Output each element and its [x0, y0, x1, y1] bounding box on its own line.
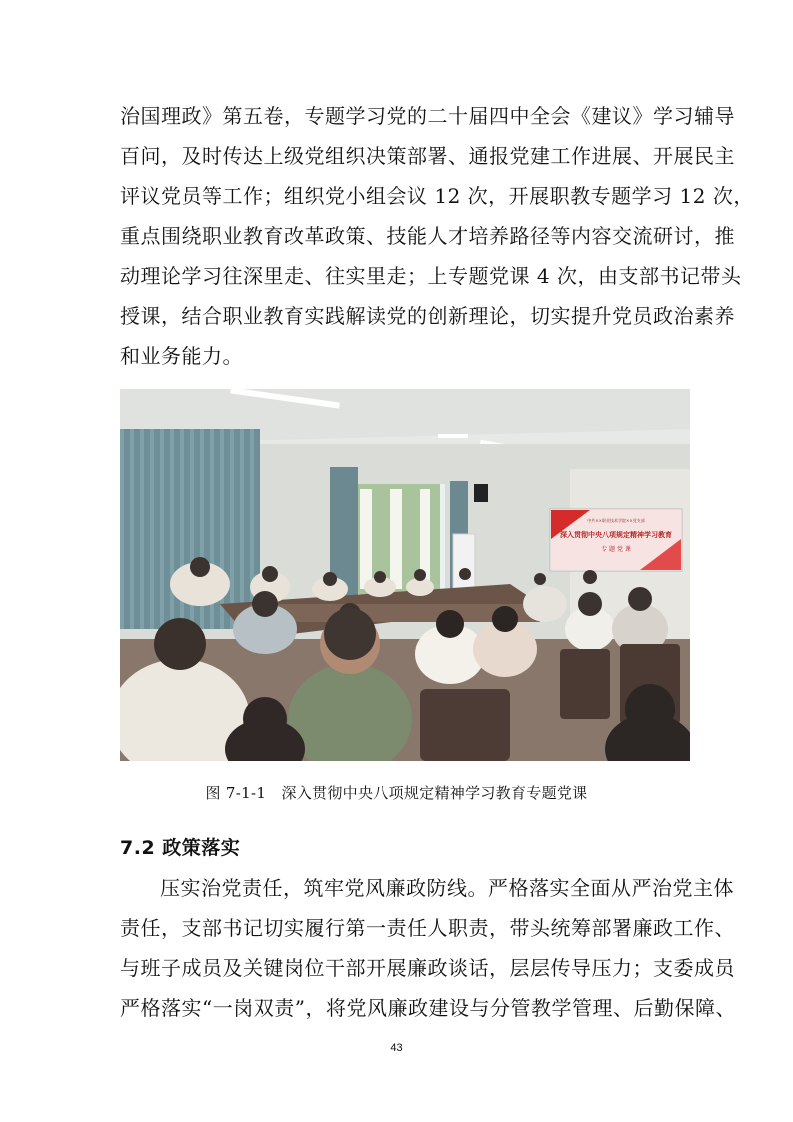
- intro-line: 重点围绕职业教育改革政策、技能人才培养路径等内容交流研讨，推: [120, 224, 735, 248]
- intro-line: 和业务能力。: [120, 344, 243, 368]
- intro-line: 动理论学习往深里走、往实里走；上专题党课 4 次，由支部书记带头: [120, 264, 742, 288]
- screen-title: 深入贯彻中央八项规定精神学习教育: [560, 530, 672, 539]
- section-line: 与班子成员及关键岗位干部开展廉政谈话，层层传导压力；支委成员: [120, 956, 735, 980]
- section-line: 严格落实“一岗双责”，将党风廉政建设与分管教学管理、后勤保障、: [120, 996, 736, 1020]
- figure-caption: 图 7-1-1 深入贯彻中央八项规定精神学习教育专题党课: [205, 784, 588, 802]
- intro-line: 授课，结合职业教育实践解读党的创新理论，切实提升党员政治素养: [120, 304, 735, 328]
- section-line: 压实治党责任，筑牢党风廉政防线。严格落实全面从严治党主体: [160, 876, 734, 900]
- section-heading: 7.2 政策落实: [120, 837, 241, 859]
- page-number: 43: [390, 1042, 403, 1054]
- screen-subtitle: 专 题 党 课: [601, 546, 631, 553]
- meeting-photo: [120, 389, 690, 761]
- screen-header: 中共××职业技术学院××党支部: [587, 518, 645, 523]
- intro-line: 治国理政》第五卷，专题学习党的二十届四中全会《建议》学习辅导: [120, 104, 735, 128]
- intro-line: 百问，及时传达上级党组织决策部署、通报党建工作进展、开展民主: [120, 144, 735, 168]
- section-line: 责任，支部书记切实履行第一责任人职责，带头统筹部署廉政工作、: [120, 916, 735, 940]
- intro-line: 评议党员等工作；组织党小组会议 12 次，开展职教专题学习 12 次，: [120, 184, 754, 208]
